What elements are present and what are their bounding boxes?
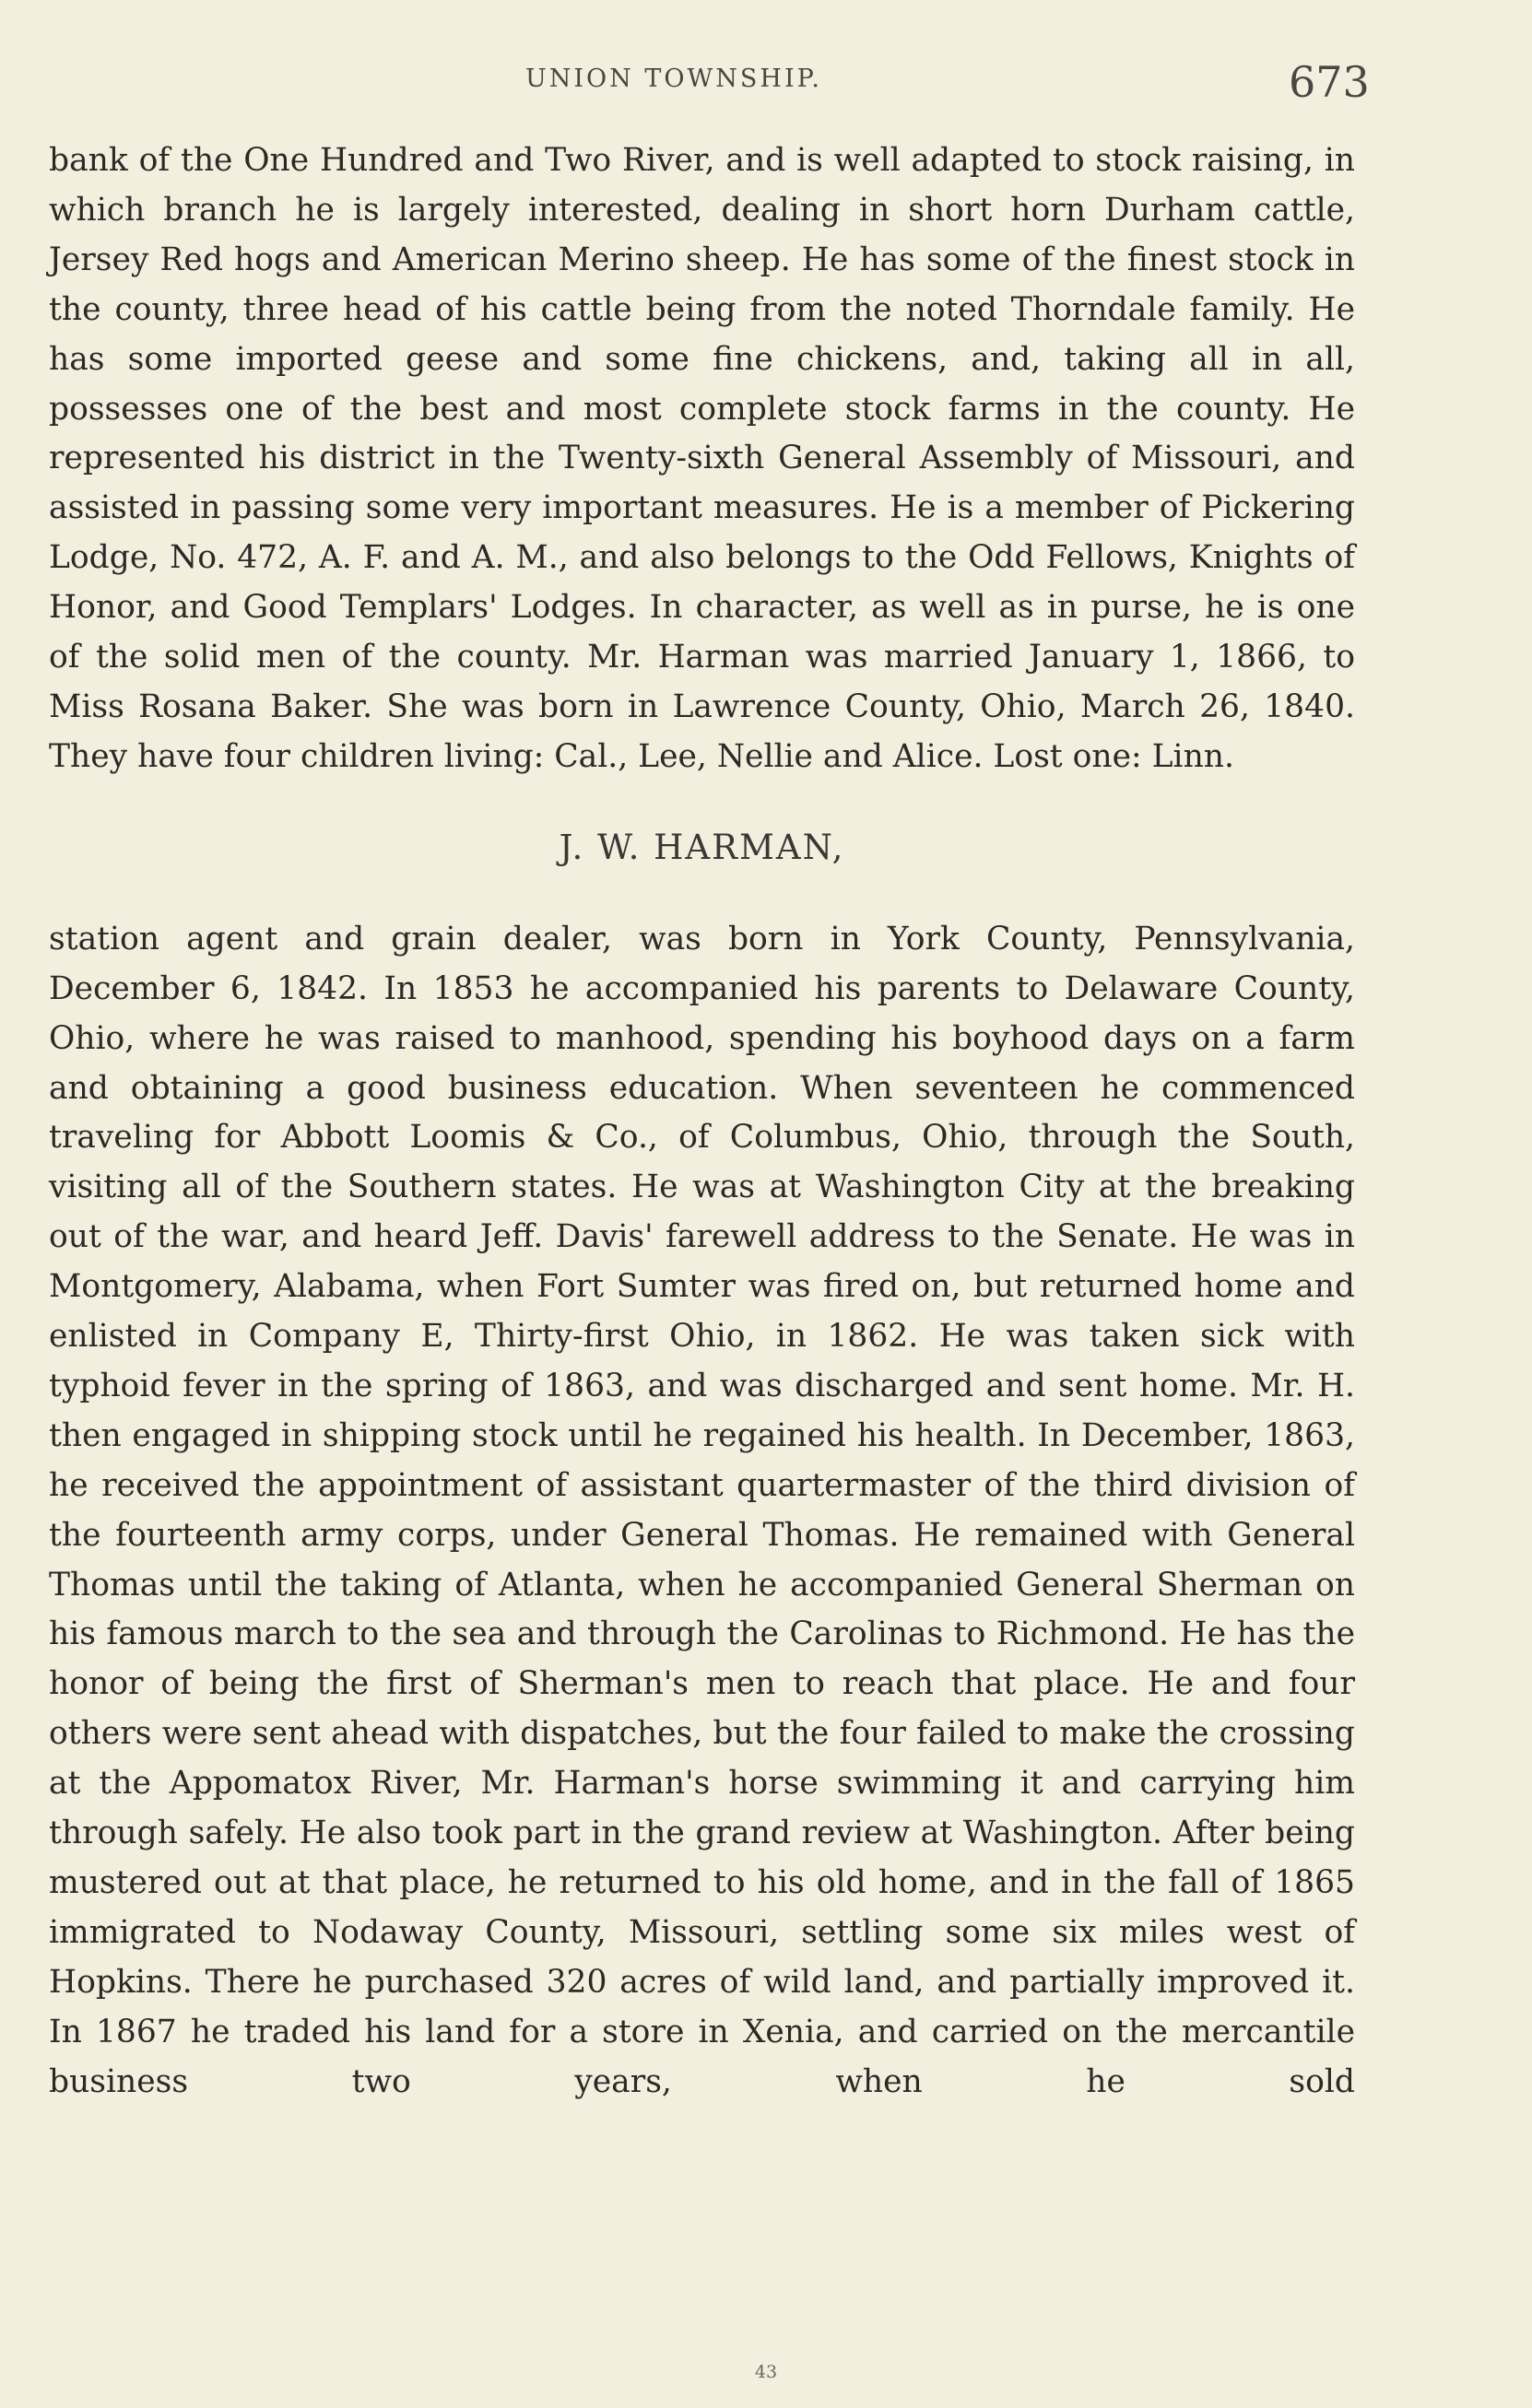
page-number: 673 bbox=[1289, 57, 1370, 107]
biography-heading: J. W. HARMAN, bbox=[559, 827, 845, 867]
body-text bbox=[49, 136, 1355, 2108]
running-head: UNION TOWNSHIP. bbox=[525, 65, 822, 93]
continuation-paragraph: bank of the One Hundred and Two River, and is well adapted to stock raising, in which branch he is largely interested, dealing in short horn Durham cattle, Jersey Red hogs and American Merino sheep. He has some of the finest stock in the county, three head of his cattle being from the noted Thorndale family. He has some imported geese and some fine chickens, and, taking all in all, possesses one of the best and most complete stock farms in the county. He represented his district in the Twenty-sixth General Assembly of Missouri, and assisted in passing some very important measures. He is a member of Pickering Lodge, No. 472, A. F. and A. M., and also belongs to the Odd Fellows, Knights of Honor, and Good Templars' Lodges. In character, as well as in purse, he is one of the solid men of the county. Mr. Harman was married January 1, 1866, to Miss Rosana Baker. She was born in Lawrence County, Ohio, March 26, 1840. They have four children living: Cal., Lee, Nellie and Alice. Lost one: Linn. bbox=[49, 142, 1355, 775]
page-header bbox=[0, 57, 1532, 112]
biography-paragraph: station agent and grain dealer, was born in York County, Pennsylvania, December 6, 1842. In 1853 he accompanied his parents to Delaware County, Ohio, where he was raised to manhood, spending his boyhood days on a farm and obtaining a good business education. When seventeen he commenced traveling for Abbott Loomis & Co., of Columbus, Ohio, through the South, visiting all of the Southern states. He was at Washington City at the breaking out of the war, and heard Jeff. Davis' farewell address to the Senate. He was in Montgomery, Alabama, when Fort Sumter was fired on, but returned home and enlisted in Company E, Thirty-first Ohio, in 1862. He was taken sick with typhoid fever in the spring of 1863, and was discharged and sent home. Mr. H. then engaged in shipping stock until he regained his health. In December, 1863, he received the appointment of assistant quartermaster of the third division of the fourteenth army corps, under General Thomas. He remained with General Thomas until the taking of Atlanta, when he accompanied General Sherman on his famous march to the sea and through the Carolinas to Richmond. He has the honor of being the first of Sherman's men to reach that place. He and four others were sent ahead with dispatches, but the four failed to make the crossing at the Appomatox River, Mr. Harman's horse swimming it and carrying him through safely. He also took part in the grand review at Washington. After being mustered out at that place, he returned to his old home, and in the fall of 1865 immigrated to Nodaway County, Missouri, settling some six miles west of Hopkins. There he purchased 320 acres of wild land, and partially improved it. In 1867 he traded his land for a store in Xenia, and carried on the mercantile business two years, when he sold bbox=[49, 920, 1355, 2100]
signature-mark: 43 bbox=[754, 2362, 778, 2382]
